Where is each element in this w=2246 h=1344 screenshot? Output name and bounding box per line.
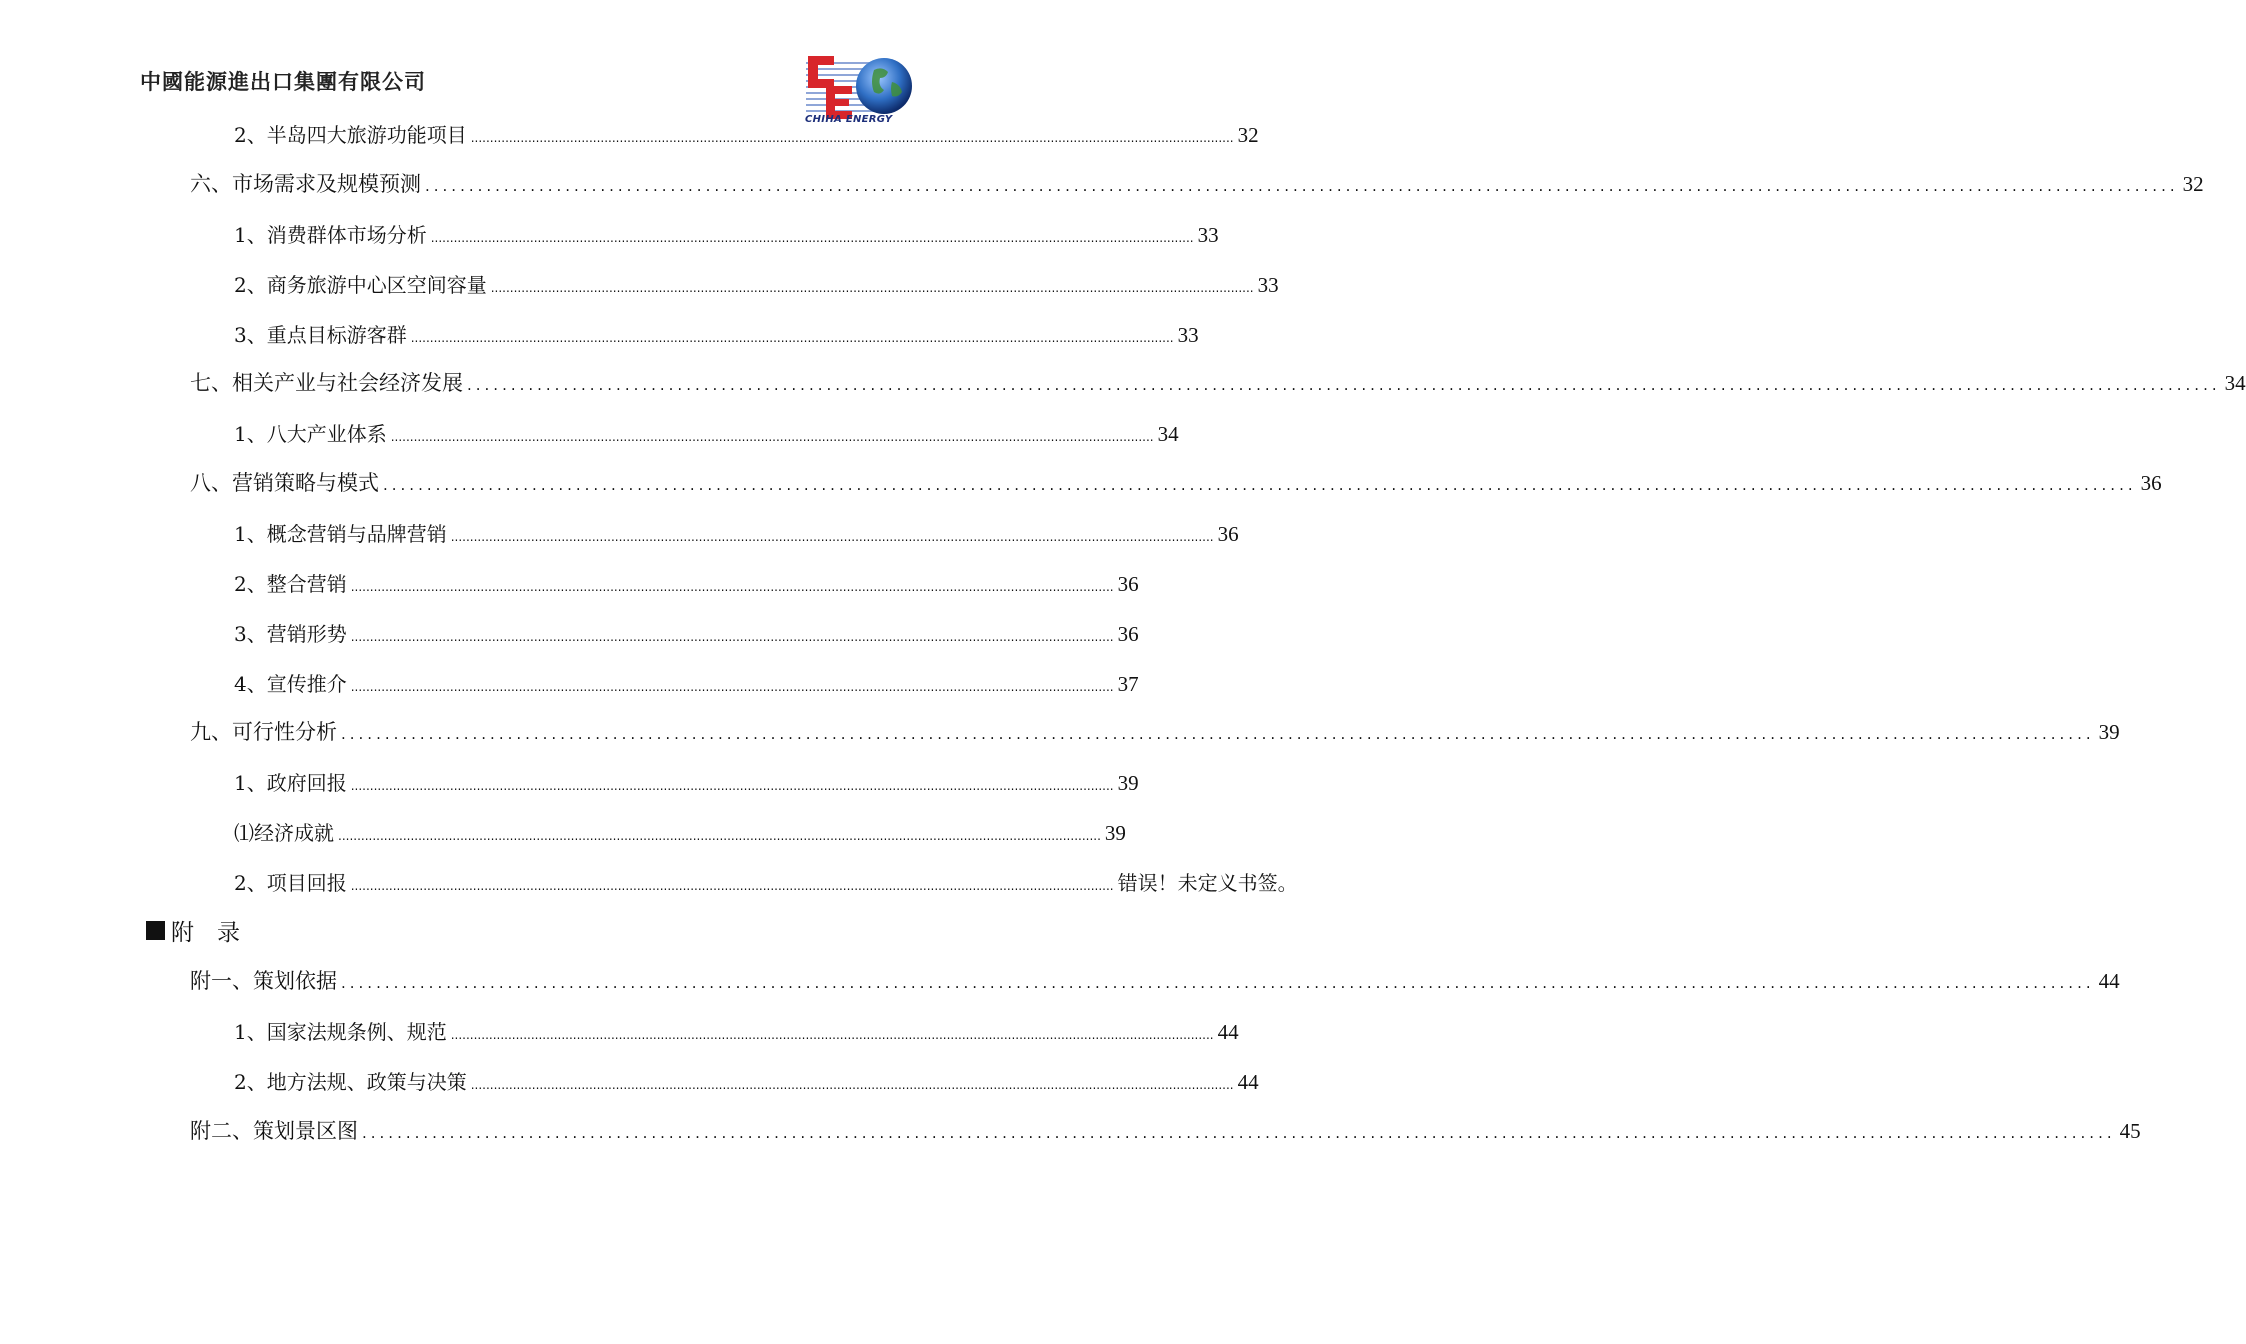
toc-entry-label: 七、相关产业与社会经济发展 <box>190 371 463 395</box>
toc-entry-label: 1、政府回报 <box>234 771 347 795</box>
dot-leader: ........................................................................................................................................................................................................ <box>450 530 1214 544</box>
dot-leader: ........................................................................................................................................................................................................ <box>350 630 1114 644</box>
toc-entry[interactable] <box>190 1117 2141 1145</box>
toc-entry-page: 44 <box>1237 1070 1259 1094</box>
toc-entry[interactable] <box>234 420 1179 448</box>
toc-entry-page: 33 <box>1257 273 1279 297</box>
toc-entry[interactable] <box>234 1068 1259 1096</box>
toc-entry[interactable] <box>234 271 1279 299</box>
toc-entry[interactable] <box>234 570 1139 598</box>
toc-entry-label: 2、地方法规、政策与决策 <box>234 1070 467 1094</box>
toc-entry-page: 44 <box>2098 969 2120 993</box>
dot-leader: ........................................................................................................................................................................................................ <box>467 376 2221 394</box>
toc-entry-label: 2、半岛四大旅游功能项目 <box>234 123 467 147</box>
toc-entry-page: 37 <box>1117 672 1139 696</box>
toc-entry-page: 32 <box>1237 123 1259 147</box>
toc-entry[interactable] <box>234 321 1199 349</box>
dot-leader: ........................................................................................................................................................................................................ <box>383 476 2137 494</box>
toc-entry-page: 39 <box>2098 720 2120 744</box>
company-name: 中國能源進出口集團有限公司 <box>140 70 426 94</box>
logo-caption: CHIHA ENERGY <box>805 114 893 125</box>
dot-leader: ........................................................................................................................................................................................................ <box>450 1028 1214 1042</box>
toc-entry-label: 附一、策划依据 <box>190 969 337 993</box>
appendix-heading <box>146 914 240 947</box>
toc-entry[interactable] <box>234 869 1298 897</box>
toc-entry-page: 39 <box>1117 771 1139 795</box>
toc-entry-label: 3、营销形势 <box>234 622 347 646</box>
toc-entry-label: 六、市场需求及规模预测 <box>190 172 421 196</box>
toc-entry-label: 八、营销策略与模式 <box>190 471 379 495</box>
toc-entry-page: 36 <box>1117 622 1139 646</box>
toc-entry-label: 2、整合营销 <box>234 572 347 596</box>
toc-entry[interactable] <box>190 170 2204 198</box>
toc-entry-label: 1、国家法规条例、规范 <box>234 1020 447 1044</box>
toc-entry[interactable] <box>234 620 1139 648</box>
dot-leader: ........................................................................................................................................................................................................ <box>425 177 2179 195</box>
dot-leader: ........................................................................................................................................................................................................ <box>470 131 1234 145</box>
toc-entry[interactable] <box>234 121 1259 149</box>
globe-icon <box>856 58 912 114</box>
appendix-title: 附 录 <box>171 920 240 946</box>
toc-entry-label: 1、概念营销与品牌营销 <box>234 522 447 546</box>
toc-entry[interactable] <box>234 1018 1239 1046</box>
dot-leader: ........................................................................................................................................................................................................ <box>341 974 2095 992</box>
toc-entry-label: 九、可行性分析 <box>190 720 337 744</box>
toc-entry-page: 32 <box>2182 172 2204 196</box>
toc-entry-page: 36 <box>1117 572 1139 596</box>
toc-entry-page: 36 <box>2140 471 2162 495</box>
toc-entry-page: 33 <box>1177 323 1199 347</box>
toc-entry-label: 2、项目回报 <box>234 871 347 895</box>
toc-entry[interactable] <box>190 369 2246 397</box>
dot-leader: ........................................................................................................................................................................................................ <box>350 779 1114 793</box>
dot-leader: ........................................................................................................................................................................................................ <box>430 231 1194 245</box>
dot-leader: ........................................................................................................................................................................................................ <box>350 879 1114 893</box>
toc-entry-page: 36 <box>1217 522 1239 546</box>
dot-leader: ........................................................................................................................................................................................................ <box>390 430 1154 444</box>
toc-entry-label: 1、八大产业体系 <box>234 422 387 446</box>
dot-leader: ........................................................................................................................................................................................................ <box>350 680 1114 694</box>
toc-entry[interactable] <box>190 469 2162 497</box>
toc-entry-label: 1、消费群体市场分析 <box>234 223 427 247</box>
dot-leader: ........................................................................................................................................................................................................ <box>350 580 1114 594</box>
toc-entry-label: 附二、策划景区图 <box>190 1119 358 1143</box>
toc-entry[interactable] <box>190 718 2120 746</box>
dot-leader: ........................................................................................................................................................................................................ <box>338 829 1101 843</box>
toc-entry[interactable] <box>190 967 2120 995</box>
toc-entry-label: 3、重点目标游客群 <box>234 323 407 347</box>
toc-entry[interactable] <box>234 769 1139 797</box>
toc-entry-page: 34 <box>2224 371 2246 395</box>
toc-entry-page: 34 <box>1157 422 1179 446</box>
dot-leader: ........................................................................................................................................................................................................ <box>362 1124 2116 1142</box>
dot-leader: ........................................................................................................................................................................................................ <box>490 281 1254 295</box>
toc-entry[interactable] <box>234 819 1126 847</box>
dot-leader: ........................................................................................................................................................................................................ <box>410 331 1174 345</box>
toc-entry[interactable] <box>234 221 1219 249</box>
dot-leader: ........................................................................................................................................................................................................ <box>470 1078 1234 1092</box>
toc-entry-page: 错误！未定义书签。 <box>1117 871 1298 895</box>
square-bullet-icon <box>146 921 165 940</box>
logo-letter-c <box>808 56 834 88</box>
toc-entry-page: 44 <box>1217 1020 1239 1044</box>
toc-entry[interactable] <box>234 520 1239 548</box>
toc-entry-label: 4、宣传推介 <box>234 672 347 696</box>
toc-entry-page: 45 <box>2119 1119 2141 1143</box>
toc-entry[interactable] <box>234 670 1139 698</box>
toc-entry-page: 39 <box>1104 821 1126 845</box>
toc-entry-page: 33 <box>1197 223 1219 247</box>
toc-entry-label: 2、商务旅游中心区空间容量 <box>234 273 487 297</box>
dot-leader: ........................................................................................................................................................................................................ <box>341 725 2095 743</box>
toc-entry-label: ⑴经济成就 <box>234 821 334 845</box>
